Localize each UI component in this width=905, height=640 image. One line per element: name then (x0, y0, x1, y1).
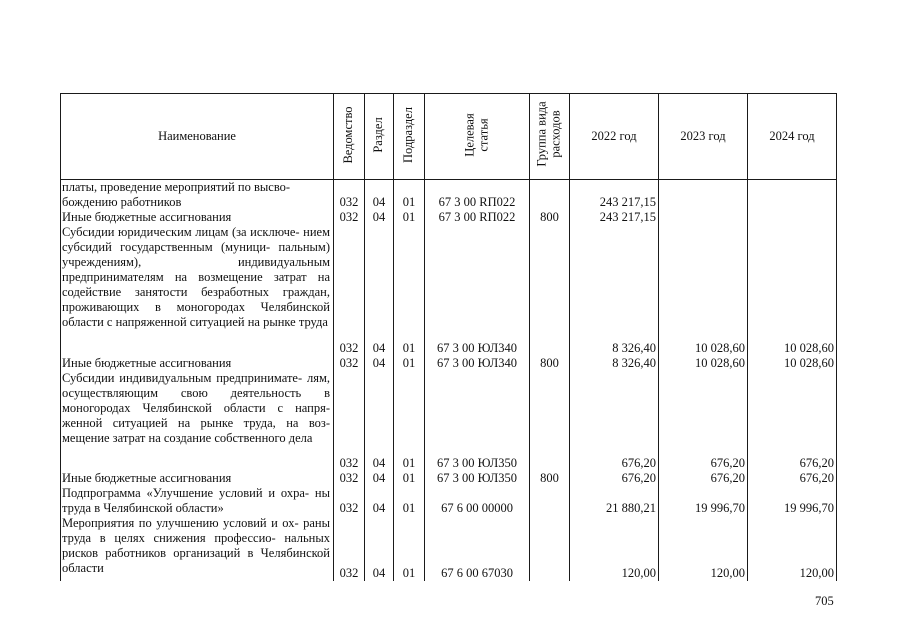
header-expense-group-line1: Группа вида (534, 101, 549, 167)
header-expense-group-line2: расходов (548, 110, 562, 158)
row-6-ved: 032 (339, 471, 359, 485)
row-5-ved: 032 (339, 456, 359, 470)
row-4-podrazdel: 01 (402, 356, 416, 370)
row-5-razdel: 04 (372, 456, 386, 470)
row-7-name: Подпрограмма «Улучшение условий и охра- ны труда в Челябинской области» (62, 486, 330, 515)
row-2-ved: 032 (339, 210, 359, 224)
page-number: 705 (815, 594, 834, 608)
row-8-2023: 120,00 (710, 566, 745, 580)
row-1-name: бождению работников (62, 195, 182, 209)
row-2-podrazdel: 01 (402, 210, 416, 224)
row-1-razdel: 04 (372, 195, 386, 209)
row-4-ved: 032 (339, 356, 359, 370)
header-year-2024: 2024 год (769, 129, 815, 144)
row-2-name: Иные бюджетные ассигнования (62, 210, 232, 224)
row-2-expense-group: 800 (540, 210, 559, 224)
row-6-podrazdel: 01 (402, 471, 416, 485)
row-3-2023: 10 028,60 (695, 341, 745, 355)
row-3-target-article: 67 3 00 ЮЛ340 (436, 341, 518, 355)
row-4-2024: 10 028,60 (784, 356, 834, 370)
header-target-article-line1: Целевая (462, 113, 477, 157)
header-year-2022: 2022 год (591, 129, 637, 144)
row-6-target-article: 67 3 00 ЮЛ350 (436, 471, 518, 485)
row-3-razdel: 04 (372, 341, 386, 355)
row-7-target-article: 67 6 00 00000 (441, 501, 513, 515)
row-7-ved: 032 (339, 501, 359, 515)
row-8-name: Мероприятия по улучшению условий и ох- раны труда в целях снижения профессио- нальных рисков работников организаций в Челябинской области (62, 516, 330, 575)
row-8-target-article: 67 6 00 67030 (441, 566, 513, 580)
row-7-2024: 19 996,70 (784, 501, 834, 515)
row-6-name: Иные бюджетные ассигнования (62, 471, 232, 485)
row-1-2022: 243 217,15 (599, 195, 656, 209)
row-2-2022: 243 217,15 (599, 210, 656, 224)
row-5-2024: 676,20 (799, 456, 834, 470)
row-5-podrazdel: 01 (402, 456, 416, 470)
header-year-2023: 2023 год (680, 129, 726, 144)
row-2-target-article: 67 3 00 RП022 (438, 210, 516, 224)
row-7-2023: 19 996,70 (695, 501, 745, 515)
row-8-ved: 032 (339, 566, 359, 580)
row-3-ved: 032 (339, 341, 359, 355)
row-6-2024: 676,20 (799, 471, 834, 485)
row-0-name: платы, проведение мероприятий по высво- (62, 180, 291, 194)
row-6-2023: 676,20 (710, 471, 745, 485)
header-name: Наименование (158, 129, 236, 144)
row-4-target-article: 67 3 00 ЮЛ340 (436, 356, 518, 370)
row-4-razdel: 04 (372, 356, 386, 370)
row-7-2022: 21 880,21 (606, 501, 656, 515)
table-border-right (836, 93, 837, 581)
row-5-2022: 676,20 (621, 456, 656, 470)
row-1-target-article: 67 3 00 RП022 (438, 195, 516, 209)
row-3-podrazdel: 01 (402, 341, 416, 355)
header-razdel: Раздел (371, 117, 386, 153)
row-5-2023: 676,20 (710, 456, 745, 470)
row-7-razdel: 04 (372, 501, 386, 515)
row-4-2022: 8 326,40 (612, 356, 656, 370)
row-1-ved: 032 (339, 195, 359, 209)
row-4-2023: 10 028,60 (695, 356, 745, 370)
row-3-2024: 10 028,60 (784, 341, 834, 355)
row-6-expense-group: 800 (540, 471, 559, 485)
col-divider-cs (529, 93, 530, 581)
row-2-razdel: 04 (372, 210, 386, 224)
row-8-2022: 120,00 (621, 566, 656, 580)
header-podrazdel: Подраздел (401, 107, 416, 163)
row-5-name: Субсидии индивидуальным предпринимате- лям, осуществляющим свою деятельность в моногородах Челябинской области с напря- женной ситуацией на рынке труда, на воз- мещение затрат на создание собственного дела (62, 371, 330, 445)
row-8-2024: 120,00 (799, 566, 834, 580)
row-5-target-article: 67 3 00 ЮЛ350 (436, 456, 518, 470)
row-3-name: Субсидии юридическим лицам (за исключе- нием субсидий государственным (муници- пальным) учреждениям), индивидуальным предпринимателям на возмещение затрат на содействие занятости безработных граждан, проживающих в моногородах Челябинской области с напряженной ситуацией на рынке труда (62, 225, 330, 329)
header-target-article (463, 113, 491, 156)
row-4-expense-group: 800 (540, 356, 559, 370)
header-target-article-line2: статья (476, 118, 490, 152)
row-3-2022: 8 326,40 (612, 341, 656, 355)
row-8-podrazdel: 01 (402, 566, 416, 580)
header-expense-group (535, 101, 563, 166)
row-1-podrazdel: 01 (402, 195, 416, 209)
row-6-2022: 676,20 (621, 471, 656, 485)
row-4-name: Иные бюджетные ассигнования (62, 356, 232, 370)
header-vedomstvo: Ведомство (341, 106, 356, 164)
row-7-podrazdel: 01 (402, 501, 416, 515)
row-8-razdel: 04 (372, 566, 386, 580)
row-6-razdel: 04 (372, 471, 386, 485)
